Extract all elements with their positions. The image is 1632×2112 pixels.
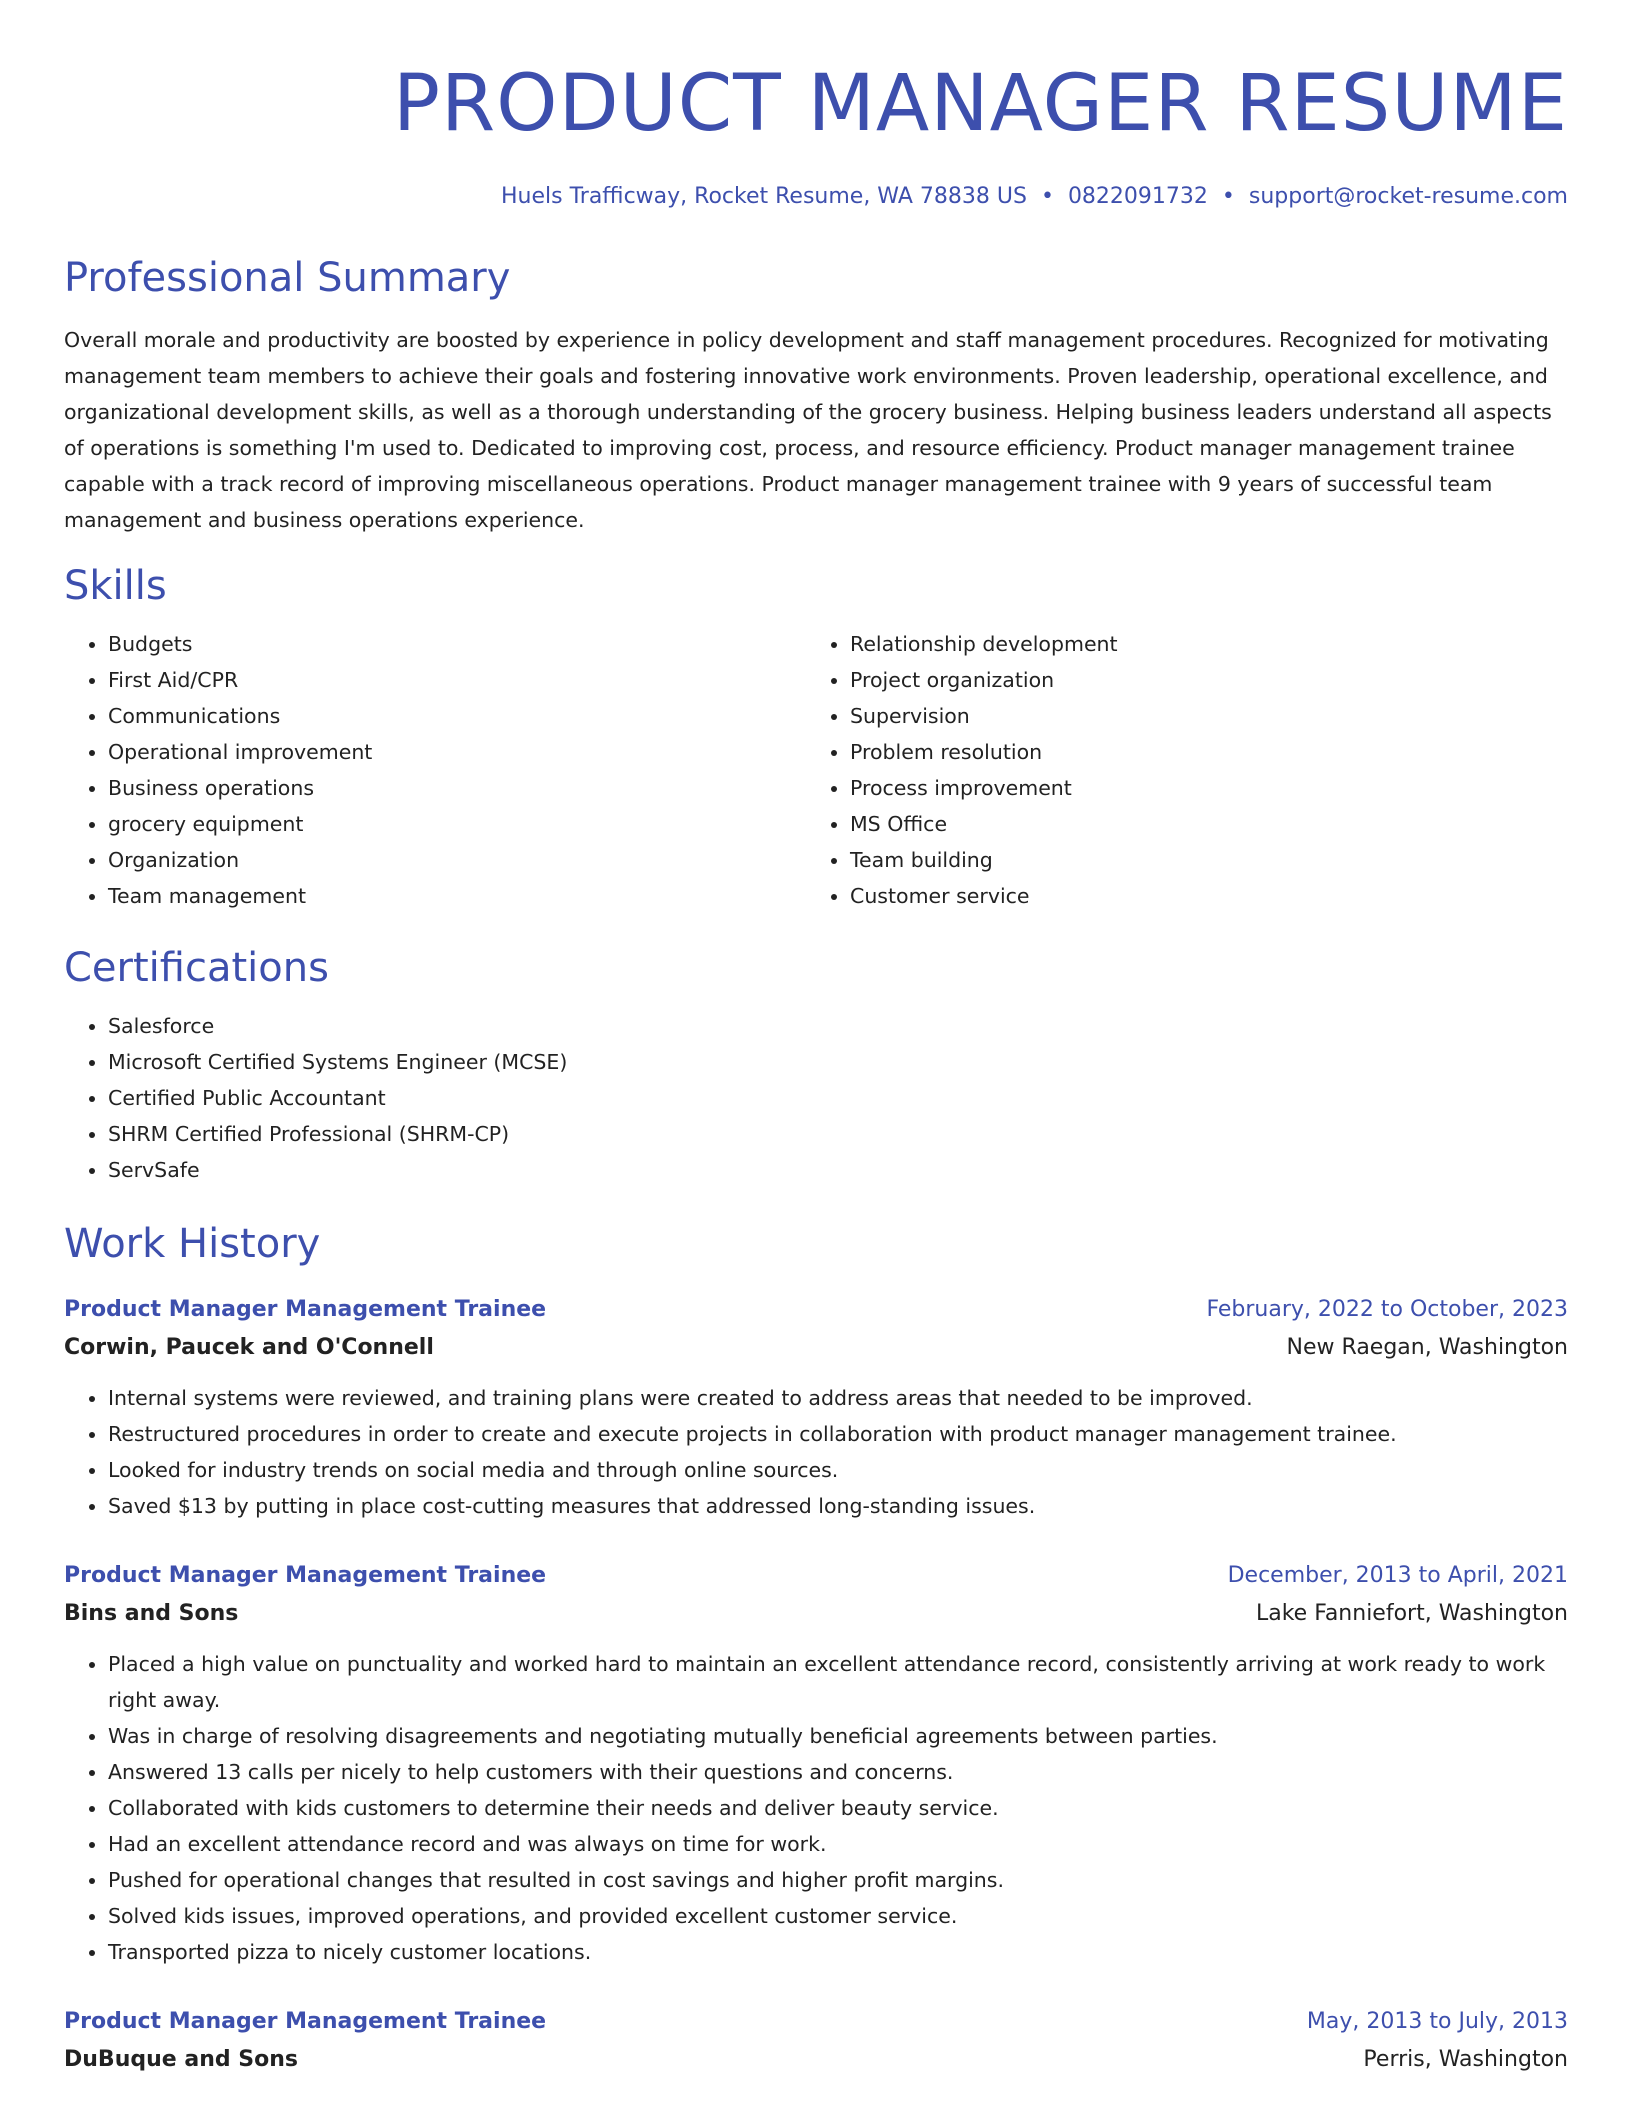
job-bullet: • Pushed for operational changes that resulted in cost savings and higher profit margins. (108, 1862, 1568, 1898)
job-header-row (64, 2004, 1568, 2040)
skill-item: • Relationship development (850, 626, 1548, 662)
job-company-row (64, 1328, 1568, 1368)
contact-email: support@rocket-resume.com (1248, 184, 1568, 209)
contact-address: Huels Trafficway, Rocket Resume, WA 78838 US (500, 184, 1027, 209)
skill-item: • Problem resolution (850, 734, 1548, 770)
certification-item: • ServSafe (108, 1152, 1568, 1188)
job-entry (64, 2004, 1568, 2080)
skills-heading: Skills (64, 563, 167, 609)
summary-heading: Professional Summary (64, 255, 511, 301)
certification-item: • SHRM Certified Professional (SHRM-CP) (108, 1116, 1568, 1152)
skill-item: • Customer service (850, 878, 1548, 914)
job-header-row (64, 1292, 1568, 1328)
resume-page (64, 0, 1568, 2080)
job-dates: May, 2013 to July, 2013 (1306, 2009, 1568, 2034)
job-company-row (64, 1594, 1568, 1634)
certification-item: • Salesforce (108, 1008, 1568, 1044)
job-bullet: • Answered 13 calls per nicely to help customers with their questions and concerns. (108, 1754, 1568, 1790)
skills-column-right (806, 626, 1548, 914)
job-entry (64, 1292, 1568, 1524)
contact-line (64, 182, 1568, 212)
job-company: DuBuque and Sons (64, 2047, 298, 2072)
job-bullet: • Transported pizza to nicely customer locations. (108, 1934, 1568, 1970)
job-location: Lake Fanniefort, Washington (1255, 1601, 1568, 1626)
job-company-row (64, 2040, 1568, 2080)
job-bullet: • Placed a high value on punctuality and worked hard to maintain an excellent attendance record, consistently arriving at work ready to work right away. (108, 1646, 1568, 1718)
skill-item: • Team building (850, 842, 1548, 878)
skill-item: • First Aid/CPR (108, 662, 806, 698)
skills-list-left (64, 626, 806, 914)
skill-item: • Supervision (850, 698, 1548, 734)
skill-item: • Operational improvement (108, 734, 806, 770)
job-bullet: • Solved kids issues, improved operations, and provided excellent customer service. (108, 1898, 1568, 1934)
skill-item: • grocery equipment (108, 806, 806, 842)
certification-item: • Certified Public Accountant (108, 1080, 1568, 1116)
skill-item: • Budgets (108, 626, 806, 662)
job-bullet: • Looked for industry trends on social media and through online sources. (108, 1452, 1568, 1488)
skills-list-right (806, 626, 1548, 914)
job-title: Product Manager Management Trainee (64, 1563, 547, 1588)
resume-title: PRODUCT MANAGER RESUME (392, 59, 1568, 149)
skill-item: • Communications (108, 698, 806, 734)
summary-text: Overall morale and productivity are boosted by experience in policy development and staff management procedures. Recognized for motivating management team members to achieve their goals and fostering innovative work environments. Proven leadership, operational excellence, and organizational development skills, as well as a thorough understanding of the grocery business. Helping business leaders understand all aspects of operations is something I'm used to. Dedicated to improving cost, process, and resource efficiency. Product manager management trainee capable with a track record of improving miscellaneous operations. Product manager management trainee with 9 years of successful team management and business operations experience. (64, 328, 1552, 532)
job-entry (64, 1558, 1568, 1970)
work-history-heading: Work History (64, 1221, 321, 1267)
job-dates: December, 2013 to April, 2021 (1227, 1563, 1568, 1588)
skill-item: • Business operations (108, 770, 806, 806)
certification-item: • Microsoft Certified Systems Engineer (MCSE) (108, 1044, 1568, 1080)
skill-item: • MS Office (850, 806, 1548, 842)
job-bullet: • Collaborated with kids customers to determine their needs and deliver beauty service. (108, 1790, 1568, 1826)
contact-phone: 0822091732 (1067, 184, 1208, 209)
job-title: Product Manager Management Trainee (64, 1297, 547, 1322)
job-bullet: • Internal systems were reviewed, and training plans were created to address areas that needed to be improved. (108, 1380, 1568, 1416)
contact-separator: • (1221, 184, 1235, 209)
certifications-list (64, 1008, 1568, 1188)
job-company: Corwin, Paucek and O'Connell (64, 1335, 434, 1360)
job-bullet: • Saved $13 by putting in place cost-cutting measures that addressed long-standing issues. (108, 1488, 1568, 1524)
job-bullet-list (64, 1646, 1568, 1970)
contact-separator: • (1040, 184, 1054, 209)
skill-item: • Process improvement (850, 770, 1548, 806)
job-bullet: • Was in charge of resolving disagreements and negotiating mutually beneficial agreements between parties. (108, 1718, 1568, 1754)
job-location: New Raegan, Washington (1286, 1335, 1568, 1360)
skill-item: • Team management (108, 878, 806, 914)
skill-item: • Organization (108, 842, 806, 878)
job-bullet: • Had an excellent attendance record and was always on time for work. (108, 1826, 1568, 1862)
job-dates: February, 2022 to October, 2023 (1206, 1297, 1568, 1322)
job-company: Bins and Sons (64, 1601, 239, 1626)
job-header-row (64, 1558, 1568, 1594)
job-location: Perris, Washington (1363, 2047, 1568, 2072)
job-title: Product Manager Management Trainee (64, 2009, 547, 2034)
job-bullet-list (64, 1380, 1568, 1524)
certifications-heading: Certifications (64, 945, 329, 991)
skills-columns (64, 626, 1568, 914)
skill-item: • Project organization (850, 662, 1548, 698)
job-bullet: • Restructured procedures in order to create and execute projects in collaboration with product manager management trainee. (108, 1416, 1568, 1452)
skills-column-left (64, 626, 806, 914)
